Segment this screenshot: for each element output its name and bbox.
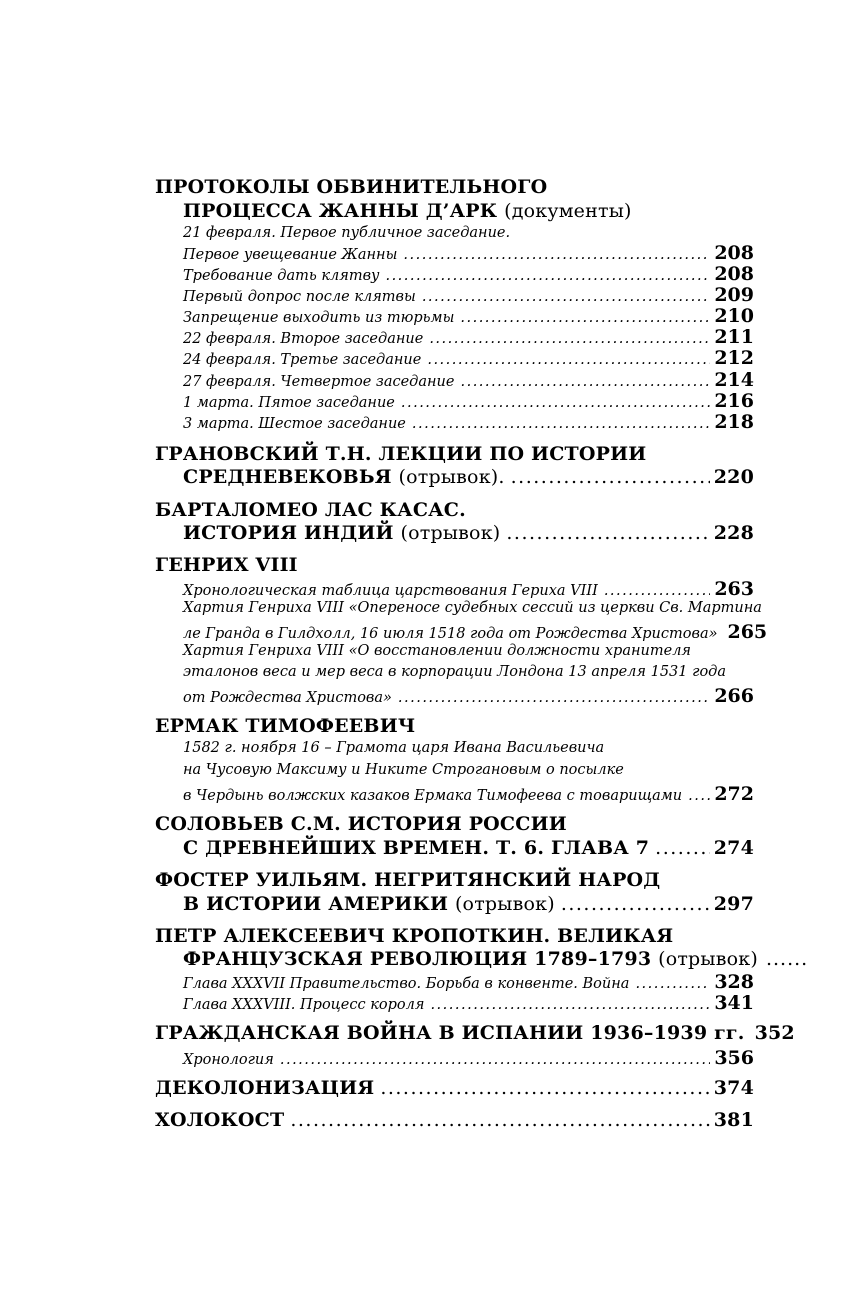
dot-leader bbox=[429, 331, 710, 347]
page-number: 352 bbox=[754, 1022, 795, 1044]
toc-entry: 1 марта. Пятое заседание ..... 216 bbox=[183, 390, 754, 412]
dot-leader bbox=[635, 976, 710, 992]
toc-entry: Хронологическая таблица царствования Гериха VIII ..... 263 bbox=[183, 578, 754, 600]
section-title: СОЛОВЬЕВ С.М. ИСТОРИЯ РОССИИ bbox=[155, 813, 567, 835]
page-number: 214 bbox=[714, 369, 754, 391]
dot-leader bbox=[427, 352, 710, 368]
page-number: 210 bbox=[714, 305, 754, 327]
page-number: 341 bbox=[714, 992, 754, 1014]
section-title-cont: С ДРЕВНЕЙШИХ ВРЕМЕН. Т. 6. ГЛАВА 7 ..... 274 bbox=[183, 837, 754, 859]
dot-leader bbox=[385, 268, 710, 284]
section-title: ГРАЖДАНСКАЯ ВОЙНА В ИСПАНИИ 1936–1939 гг. 352 bbox=[155, 1022, 795, 1044]
page-number: 374 bbox=[713, 1077, 754, 1099]
dot-leader bbox=[430, 997, 710, 1013]
section-title: ЕРМАК ТИМОФЕЕВИЧ bbox=[155, 715, 416, 737]
page-number: 328 bbox=[714, 971, 754, 993]
dot-leader bbox=[422, 289, 711, 305]
section-title: ДЕКОЛОНИЗАЦИЯ ..... 374 bbox=[155, 1077, 754, 1099]
section-title: ФОСТЕР УИЛЬЯМ. НЕГРИТЯНСКИЙ НАРОД bbox=[155, 869, 661, 891]
toc-entry: 3 марта. Шестое заседание ..... 218 bbox=[183, 411, 754, 433]
page-number: 216 bbox=[714, 390, 754, 412]
section-title: ПРОТОКОЛЫ ОБВИНИТЕЛЬНОГО bbox=[155, 176, 548, 198]
section-title-cont: СРЕДНЕВЕКОВЬЯ (отрывок). ..... 220 bbox=[183, 466, 754, 488]
section-title-cont: ИСТОРИЯ ИНДИЙ (отрывок) ..... 228 bbox=[183, 522, 754, 544]
page-number: 218 bbox=[714, 411, 754, 433]
section-title-cont: ФРАНЦУЗСКАЯ РЕВОЛЮЦИЯ 1789–1793 (отрывок) ...... bbox=[183, 948, 809, 970]
toc-entry: Хартия Генриха VIII «Опереносе судебных сессий из церкви Св. Мартина bbox=[183, 600, 762, 616]
section-title: ХОЛОКОСТ ..... 381 bbox=[155, 1109, 754, 1131]
section-title-cont: ПРОЦЕССА ЖАННЫ Д’АРК (документы) bbox=[183, 200, 632, 222]
toc-entry: 22 февраля. Второе заседание ..... 211 bbox=[183, 326, 754, 348]
page-number: 263 bbox=[714, 578, 754, 600]
dot-leader bbox=[511, 466, 710, 488]
section-title-cont: В ИСТОРИИ АМЕРИКИ (отрывок) ..... 297 bbox=[183, 893, 754, 915]
dot-leader bbox=[403, 247, 710, 263]
toc-entry: 27 февраля. Четвертое заседание ..... 214 bbox=[183, 369, 754, 391]
toc-entry: 21 февраля. Первое публичное заседание. bbox=[183, 225, 511, 241]
dot-leader bbox=[280, 1052, 710, 1068]
dot-leader bbox=[380, 1077, 709, 1099]
toc-entry: Хронология ..... 356 bbox=[183, 1047, 754, 1069]
section-title: ГЕНРИХ VIII bbox=[155, 554, 298, 576]
section-title: ПЕТР АЛЕКСЕЕВИЧ КРОПОТКИН. ВЕЛИКАЯ bbox=[155, 925, 674, 947]
dot-leader bbox=[401, 395, 710, 411]
page-number: 208 bbox=[714, 263, 754, 285]
toc-entry: на Чусовую Максиму и Никите Строгановым о посылке bbox=[183, 762, 624, 778]
dot-leader: ...... bbox=[765, 948, 809, 970]
page-number: 381 bbox=[713, 1109, 754, 1131]
dot-leader bbox=[561, 893, 710, 915]
dot-leader bbox=[604, 583, 711, 599]
toc-entry: от Рождества Христова» ..... 266 bbox=[183, 685, 754, 707]
page-number: 212 bbox=[714, 347, 754, 369]
page-number: 266 bbox=[714, 685, 754, 707]
dot-leader bbox=[506, 522, 709, 544]
page-number: 228 bbox=[713, 522, 754, 544]
toc-entry: 24 февраля. Третье заседание ..... 212 bbox=[183, 347, 754, 369]
toc-entry: 1582 г. ноября 16 – Грамота царя Ивана Васильевича bbox=[183, 740, 605, 756]
dot-leader bbox=[460, 374, 710, 390]
toc-entry: Хартия Генриха VIII «О восстановлении должности хранителя bbox=[183, 643, 692, 659]
dot-leader bbox=[688, 788, 710, 804]
toc-entry: Глава XXXVIII. Процесс короля ..... 341 bbox=[183, 992, 754, 1014]
dot-leader bbox=[398, 690, 710, 706]
section-title: БАРТАЛОМЕО ЛАС КАСАС. bbox=[155, 499, 466, 521]
page-number: 272 bbox=[714, 783, 754, 805]
toc-entry: Требование дать клятву ..... 208 bbox=[183, 263, 754, 285]
dot-leader bbox=[290, 1109, 709, 1131]
page-number: 209 bbox=[714, 284, 754, 306]
page-number: 356 bbox=[714, 1047, 754, 1069]
dot-leader bbox=[655, 837, 710, 859]
dot-leader bbox=[412, 416, 710, 432]
page-number: 208 bbox=[714, 242, 754, 264]
page-number: 274 bbox=[713, 837, 754, 859]
toc-entry: Первый допрос после клятвы ..... 209 bbox=[183, 284, 754, 306]
toc-entry: ле Гранда в Гилдхолл, 16 июля 1518 года от Рождества Христова» 265 bbox=[183, 621, 768, 643]
page-number: 211 bbox=[714, 326, 754, 348]
section-title: ГРАНОВСКИЙ Т.Н. ЛЕКЦИИ ПО ИСТОРИИ bbox=[155, 443, 647, 465]
toc-entry: эталонов веса и мер веса в корпорации Лондона 13 апреля 1531 года bbox=[183, 664, 727, 680]
page-number: 297 bbox=[713, 893, 754, 915]
page-number: 220 bbox=[713, 466, 754, 488]
toc-entry: в Чердынь волжских казаков Ермака Тимофеева с товарищами ..... 272 bbox=[183, 783, 754, 805]
toc-entry: Глава XXXVII Правительство. Борьба в конвенте. Война ..... 328 bbox=[183, 971, 754, 993]
toc-entry: Первое увещевание Жанны ..... 208 bbox=[183, 242, 754, 264]
toc-entry: Запрещение выходить из тюрьмы ..... 210 bbox=[183, 305, 754, 327]
page-number: 265 bbox=[727, 621, 768, 643]
dot-leader bbox=[460, 310, 710, 326]
